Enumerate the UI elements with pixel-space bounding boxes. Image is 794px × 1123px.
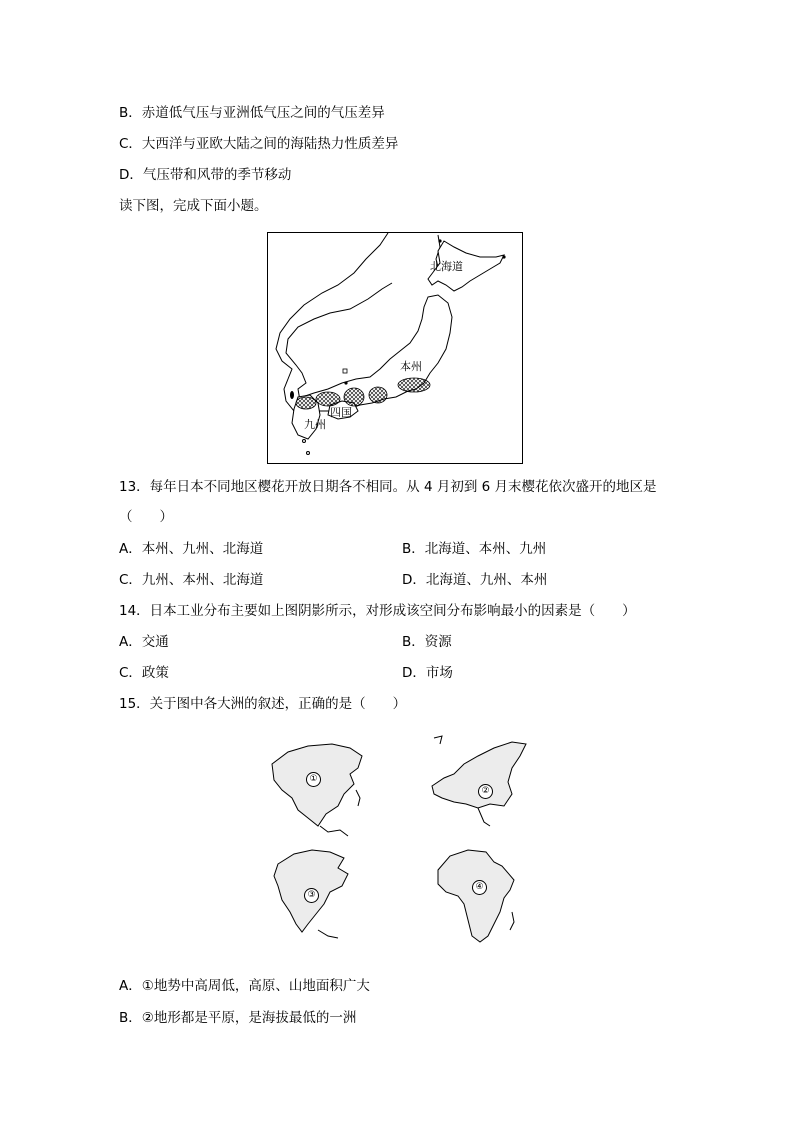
q12-option-c: C．大西洋与亚欧大陆之间的海陆热力性质差异	[119, 136, 399, 152]
q13-blank: （ ）	[119, 509, 173, 525]
industrial-zone	[296, 397, 316, 409]
continent-label-2: ②	[478, 784, 493, 799]
continent-label-1: ①	[306, 772, 321, 787]
industrial-zone	[369, 387, 387, 403]
reading-instruction: 读下图，完成下面小题。	[119, 198, 268, 214]
industrial-zone	[316, 392, 340, 406]
label-hokkaido: 北海道	[430, 260, 463, 273]
q13-option-d: D．北海道、九州、本州	[402, 572, 548, 588]
q15-option-b: B．②地形都是平原，是海拔最低的一洲	[119, 1010, 357, 1026]
label-kyushu: 九州	[304, 418, 326, 431]
continent-label-3: ③	[304, 888, 319, 903]
q15-option-a: A．①地势中高周低，高原、山地面积广大	[119, 978, 370, 994]
industrial-zone	[398, 378, 430, 392]
label-shikoku: 四国	[330, 406, 352, 419]
q14-option-a: A．交通	[119, 634, 169, 650]
q13-option-a: A．本州、九州、北海道	[119, 541, 264, 557]
continent-north-america	[258, 840, 388, 950]
continent-label-4: ④	[472, 880, 487, 895]
q14-stem: 14．日本工业分布主要如上图阴影所示，对形成该空间分布影响最小的因素是（ ）	[119, 603, 636, 619]
label-honshu: 本州	[400, 360, 422, 373]
q13-stem: 13．每年日本不同地区樱花开放日期各不相同。从 4 月初到 6 月末樱花依次盛开的地区是	[119, 479, 657, 495]
continent-africa	[424, 846, 554, 956]
japan-map	[267, 232, 523, 464]
q14-option-d: D．市场	[402, 665, 453, 681]
continent-asia	[258, 734, 388, 844]
q13-option-c: C．九州、本州、北海道	[119, 572, 264, 588]
q13-option-b: B．北海道、本州、九州	[402, 541, 547, 557]
q15-stem: 15．关于图中各大洲的叙述，正确的是（ ）	[119, 696, 407, 712]
continent-europe	[424, 734, 554, 844]
q12-option-d: D．气压带和风带的季节移动	[119, 167, 292, 183]
q14-option-c: C．政策	[119, 665, 169, 681]
q12-option-b: B．赤道低气压与亚洲低气压之间的气压差异	[119, 105, 385, 121]
q14-option-b: B．资源	[402, 634, 452, 650]
industrial-zone	[344, 388, 364, 406]
